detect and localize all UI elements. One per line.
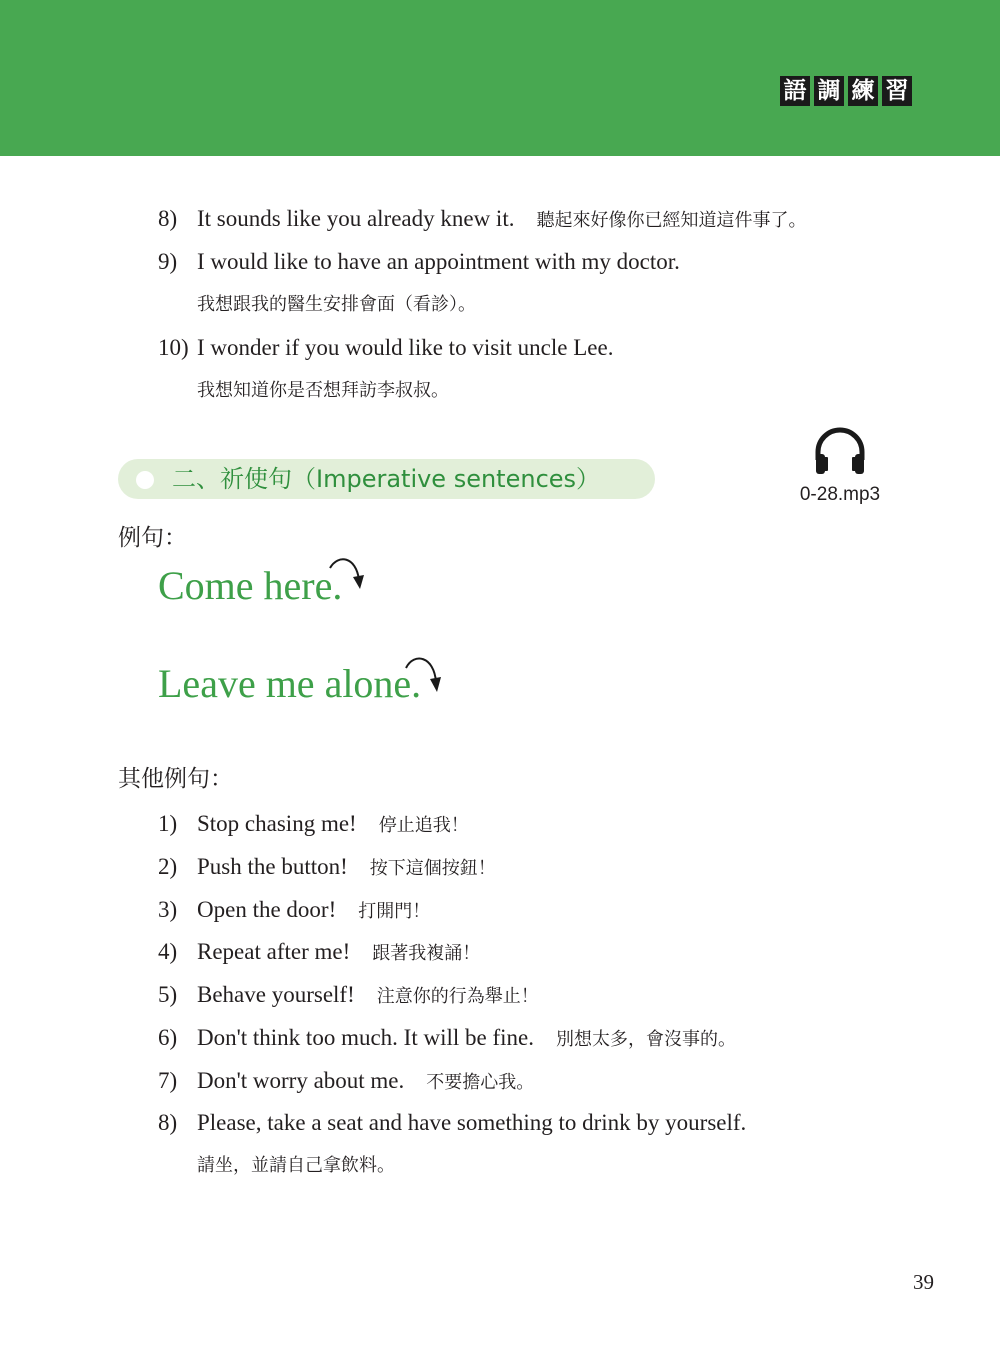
list-item xyxy=(158,204,806,236)
bullet-dot xyxy=(136,471,154,489)
list-item xyxy=(158,937,480,969)
item-english: It sounds like you already knew it. xyxy=(197,206,515,231)
example-sentence: Come here. xyxy=(158,563,343,608)
audio-track[interactable] xyxy=(780,424,900,506)
item-number: 3) xyxy=(158,897,178,922)
list-item xyxy=(158,1066,534,1098)
examples-label: 例句： xyxy=(118,525,187,551)
item-english: Don't think too much. It will be fine. xyxy=(197,1025,534,1050)
item-chinese: 注意你的行為舉止！ xyxy=(376,986,539,1007)
falling-intonation-icon xyxy=(402,654,442,696)
item-chinese: 停止追我！ xyxy=(378,815,469,836)
item-chinese: 我想知道你是否想拜訪李叔叔。 xyxy=(197,380,449,401)
list-item xyxy=(158,1108,746,1138)
list-item xyxy=(158,895,430,927)
item-english: Please, take a seat and have something to drink by yourself. xyxy=(197,1110,747,1135)
list-item xyxy=(158,247,680,277)
item-chinese: 我想跟我的醫生安排會面（看診）。 xyxy=(197,294,476,315)
list-item xyxy=(158,1023,736,1055)
item-english: I wonder if you would like to visit uncle Lee. xyxy=(197,335,614,360)
item-number: 8) xyxy=(158,206,178,231)
item-number: 4) xyxy=(158,939,178,964)
list-item xyxy=(158,333,613,363)
item-number: 1) xyxy=(158,811,178,836)
item-number: 6) xyxy=(158,1025,178,1050)
item-chinese: 不要擔心我。 xyxy=(426,1072,535,1093)
chapter-char: 練 xyxy=(848,76,878,106)
list-item xyxy=(158,852,496,884)
chapter-char: 語 xyxy=(780,76,810,106)
list-item xyxy=(158,980,539,1012)
item-english: Repeat after me! xyxy=(197,939,351,964)
page-number: 39 xyxy=(913,1270,934,1294)
item-english: Behave yourself! xyxy=(197,982,355,1007)
section-title: 二、祈使句（Imperative sentences） xyxy=(172,465,601,493)
item-chinese: 按下這個按鈕！ xyxy=(369,858,496,879)
item-number: 5) xyxy=(158,982,178,1007)
item-english: Push the button! xyxy=(197,854,348,879)
item-chinese: 聽起來好像你已經知道這件事了。 xyxy=(536,210,807,231)
item-number: 8) xyxy=(158,1110,178,1135)
headphones-icon xyxy=(812,424,868,478)
item-english: Open the door! xyxy=(197,897,337,922)
item-chinese: 請坐，並請自己拿飲料。 xyxy=(197,1155,395,1176)
audio-filename: 0-28.mp3 xyxy=(799,484,881,505)
other-examples-label: 其他例句： xyxy=(118,766,233,792)
item-chinese: 別想太多，會沒事的。 xyxy=(555,1029,736,1050)
item-english: Don't worry about me. xyxy=(197,1068,405,1093)
item-number: 7) xyxy=(158,1068,178,1093)
item-number: 2) xyxy=(158,854,178,879)
item-number: 9) xyxy=(158,249,178,274)
section-header xyxy=(118,459,655,499)
chapter-tag xyxy=(780,76,912,106)
item-english: I would like to have an appointment with my doctor. xyxy=(197,249,680,274)
chapter-char: 調 xyxy=(814,76,844,106)
falling-intonation-icon xyxy=(326,556,366,594)
item-english: Stop chasing me! xyxy=(197,811,357,836)
example-sentence: Leave me alone. xyxy=(158,661,422,706)
list-item xyxy=(158,809,469,841)
chapter-char: 習 xyxy=(882,76,912,106)
item-number: 10) xyxy=(158,335,189,360)
item-chinese: 打開門！ xyxy=(358,901,431,922)
item-chinese: 跟著我複誦！ xyxy=(372,943,481,964)
